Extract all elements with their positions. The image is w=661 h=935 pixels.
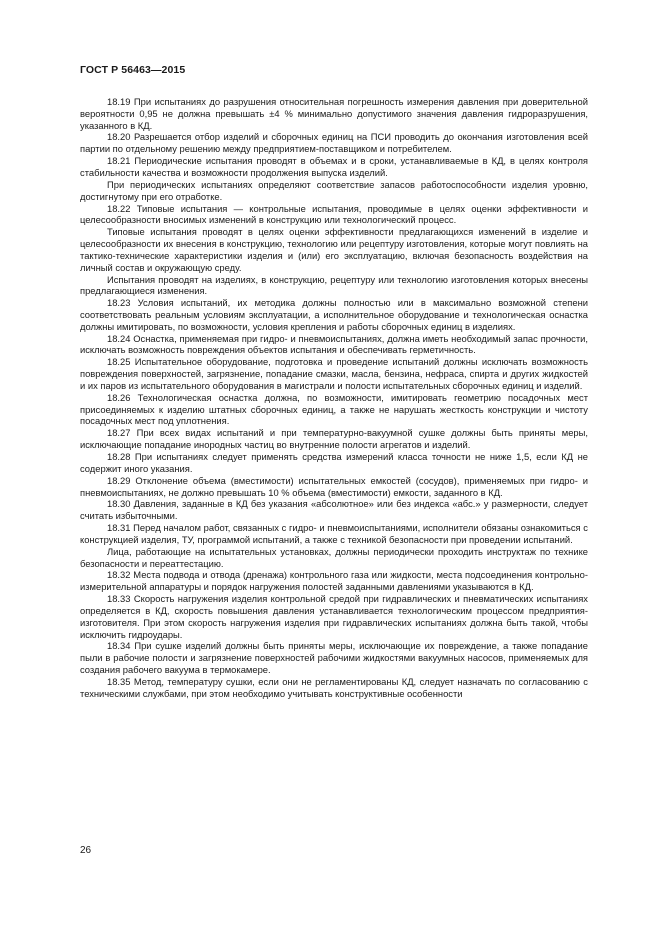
paragraph-18-22: 18.22 Типовые испытания — контрольные испытания, проводимые в целях оценки эффективности и целесообразности вносимых изменений в конструкцию или технологический процесс. xyxy=(80,202,588,226)
paragraph-18-22-cont-1: Типовые испытания проводят в целях оценки эффективности предлагающихся изменений в изделие и целесообразности их внесения в конструкцию, технологию или рецептуру изготовления, которые могут повлиять на тактико-технические характеристики изделия и (или) его эксплуатацию, включая безопасность воздействия на личный состав и окружающую среду. xyxy=(80,226,588,273)
paragraph-18-27: 18.27 При всех видах испытаний и при температурно-вакуумной сушке должны быть приняты меры, исключающие попадание инородных частиц во внутренние полости агрегатов и изделий. xyxy=(80,427,588,451)
paragraph-18-32: 18.32 Места подвода и отвода (дренажа) контрольного газа или жидкости, места подсоединения контрольно-измерительной аппаратуры и порядок нагружения полостей заданными давлениями указываются в КД. xyxy=(80,569,588,593)
paragraph-18-21-cont: При периодических испытаниях определяют соответствие запасов работоспособности изделия уровню, достигнутому при его отработке. xyxy=(80,178,588,202)
paragraph-18-26: 18.26 Технологическая оснастка должна, по возможности, имитировать геометрию посадочных мест присоединяемых к изделию штатных сборочных единиц, а также не нарушать жесткость конструкции и чистоту посадочных мест под уплотнения. xyxy=(80,391,588,427)
standard-header: ГОСТ Р 56463—2015 xyxy=(80,64,186,76)
paragraph-18-23: 18.23 Условия испытаний, их методика должны полностью или в максимально возможной степени соответствовать реальным условиям эксплуатации, а исполнительное оборудование и технологическая оснастка должны имитировать, по возможности, условия крепления и работы сборочных единиц в изделиях. xyxy=(80,297,588,332)
paragraph-18-21: 18.21 Периодические испытания проводят в объемах и в сроки, устанавливаемые в КД, в целях контроля стабильности качества и возможности продолжения выпуска изделий. xyxy=(80,155,588,178)
paragraph-18-33: 18.33 Скорость нагружения изделия контрольной средой при гидравлических и пневматических испытаниях определяется в КД, скорость повышения давления устанавливается технологическим процессом предприятия-изготовителя. При этом скорость нагружения изделия при гидравлических испытаниях должна быть такой, чтобы исключить гидроудары. xyxy=(80,593,588,640)
page-number: 26 xyxy=(80,845,92,856)
paragraph-18-31-cont: Лица, работающие на испытательных установках, должны периодически проходить инструктаж по технике безопасности и переаттестацию. xyxy=(80,545,588,569)
paragraph-18-31: 18.31 Перед началом работ, связанных с гидро- и пневмоиспытаниями, исполнители обязаны ознакомиться с конструкцией изделия, ТУ, программой испытаний, а также с техникой безопасности при проведении испытаний. xyxy=(80,522,588,545)
paragraph-18-19: 18.19 При испытаниях до разрушения относительная погрешность измерения давления при доверительной вероятности 0,95 не должна превышать ±4 % минимально допустимого значения давления гидроразрушения, указанного в КД. xyxy=(80,96,588,131)
body-text xyxy=(80,96,588,700)
paragraph-18-22-cont-2: Испытания проводят на изделиях, в конструкцию, рецептуру или технологию изготовления которых внесены предлагающиеся изменения. xyxy=(80,273,588,297)
paragraph-18-20: 18.20 Разрешается отбор изделий и сборочных единиц на ПСИ проводить до окончания изготовления всей партии по отдельному решению между предприятием-поставщиком и потребителем. xyxy=(80,131,588,155)
paragraph-18-24: 18.24 Оснастка, применяемая при гидро- и пневмоиспытаниях, должна иметь необходимый запас прочности, исключать возможность повреждения объектов испытания и обеспечивать герметичность. xyxy=(80,332,588,356)
paragraph-18-25: 18.25 Испытательное оборудование, подготовка и проведение испытаний должны исключать возможность повреждения поверхностей, загрязнение, попадание смазки, масла, бензина, нефраса, спирта и других жидкостей и их паров из испытательного оборудования в магистрали и полости испытательных сборочных единиц и изделий. xyxy=(80,356,588,391)
paragraph-18-34: 18.34 При сушке изделий должны быть приняты меры, исключающие их повреждение, а также попадание пыли в рабочие полости и загрязнение поверхностей рабочими жидкостями вакуумных насосов, применяемых для создания рабочего вакуума в термокамере. xyxy=(80,640,588,676)
paragraph-18-29: 18.29 Отклонение объема (вместимости) испытательных емкостей (сосудов), применяемых при гидро- и пневмоиспытаниях, не должно превышать 10 % объема (вместимости) емкости, заданного в КД. xyxy=(80,474,588,498)
paragraph-18-30: 18.30 Давления, заданные в КД без указания «абсолютное» или без индекса «абс.» у размерности, следует считать избыточными. xyxy=(80,498,588,522)
paragraph-18-35: 18.35 Метод, температуру сушки, если они не регламентированы КД, следует назначать по согласованию с техническими службами, при этом необходимо учитывать конструктивные особенности xyxy=(80,675,588,699)
paragraph-18-28: 18.28 При испытаниях следует применять средства измерений класса точности не ниже 1,5, если КД не содержит иного указания. xyxy=(80,451,588,474)
